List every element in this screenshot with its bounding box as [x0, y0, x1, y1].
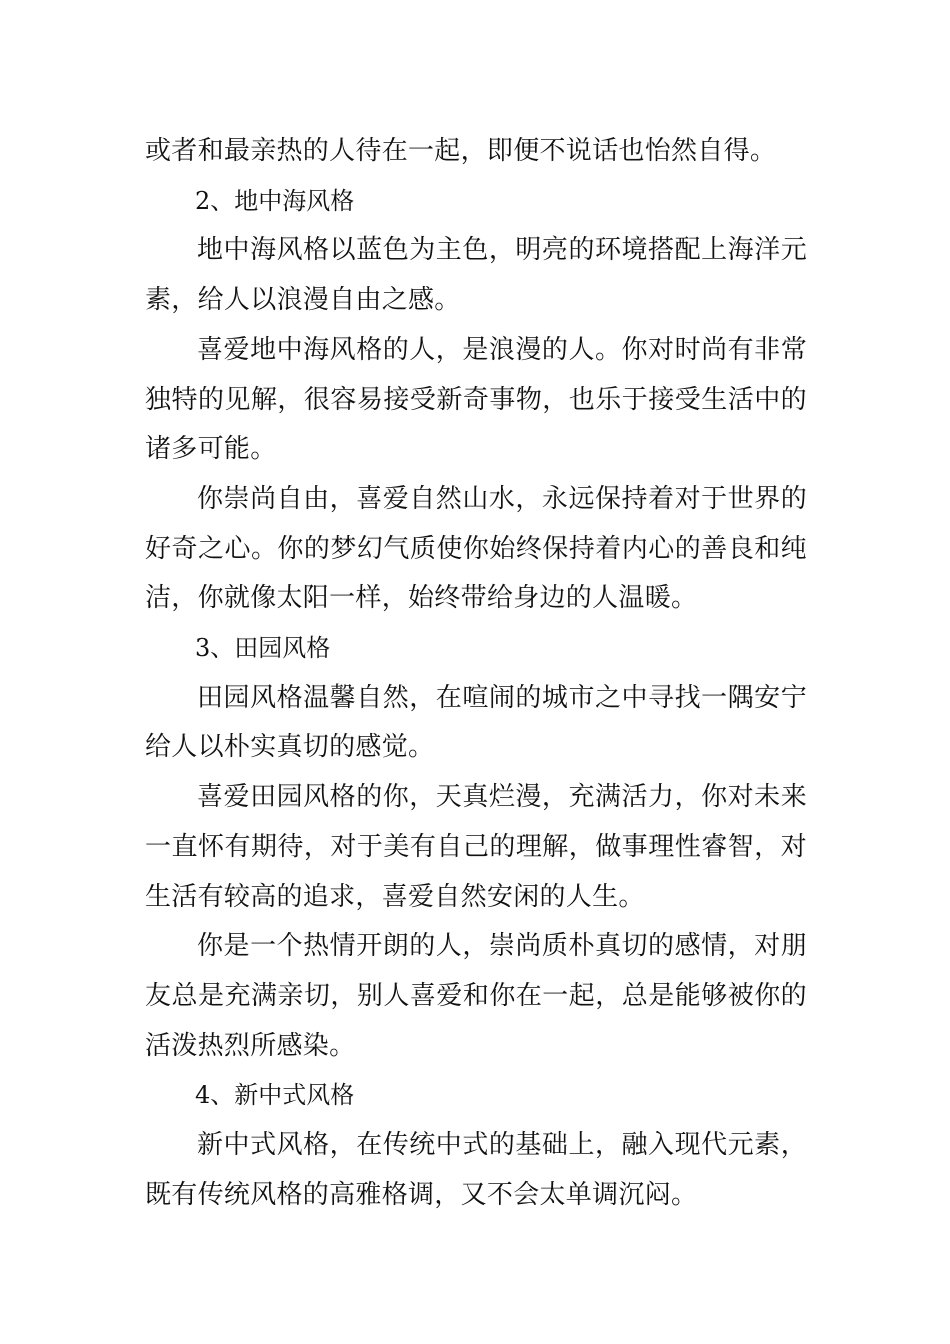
section-heading-pastoral: 3、田园风格: [195, 634, 331, 663]
paragraph-mediterranean-traits: 你崇尚自由，喜爱自然山水，永远保持着对于世界的好奇之心。你的梦幻气质使你始终保持着内心的善良和纯洁，你就像太阳一样，始终带给身边的人温暖。: [145, 483, 807, 614]
document-body: [145, 127, 807, 1220]
paragraph-mediterranean-personality: 喜爱地中海风格的人，是浪漫的人。你对时尚有非常独特的见解，很容易接受新奇事物，也乐于接受生活中的诸多可能。: [145, 334, 807, 465]
paragraph-pastoral-traits: 你是一个热情开朗的人，崇尚质朴真切的感情，对朋友总是充满亲切，别人喜爱和你在一起，总是能够被你的活泼热烈所感染。: [145, 931, 807, 1061]
paragraph-pastoral-personality: 喜爱田园风格的你，天真烂漫，充满活力，你对未来一直怀有期待，对于美有自己的理解，做事理性睿智，对生活有较高的追求，喜爱自然安闲的人生。: [145, 782, 807, 912]
section-heading-new-chinese: 4、新中式风格: [195, 1081, 355, 1110]
section-heading-mediterranean: 2、地中海风格: [195, 186, 355, 215]
paragraph-new-chinese-intro: 新中式风格，在传统中式的基础上，融入现代元素，既有传统风格的高雅格调，又不会太单调沉闷。: [145, 1130, 807, 1210]
paragraph-mediterranean-intro: 地中海风格以蓝色为主色，明亮的环境搭配上海洋元素，给人以浪漫自由之感。: [145, 235, 807, 316]
paragraph-pastoral-intro: 田园风格温馨自然，在喧闹的城市之中寻找一隅安宁给人以朴实真切的感觉。: [145, 682, 807, 763]
paragraph-continued: 或者和最亲热的人待在一起，即便不说话也怡然自得。: [145, 136, 777, 166]
